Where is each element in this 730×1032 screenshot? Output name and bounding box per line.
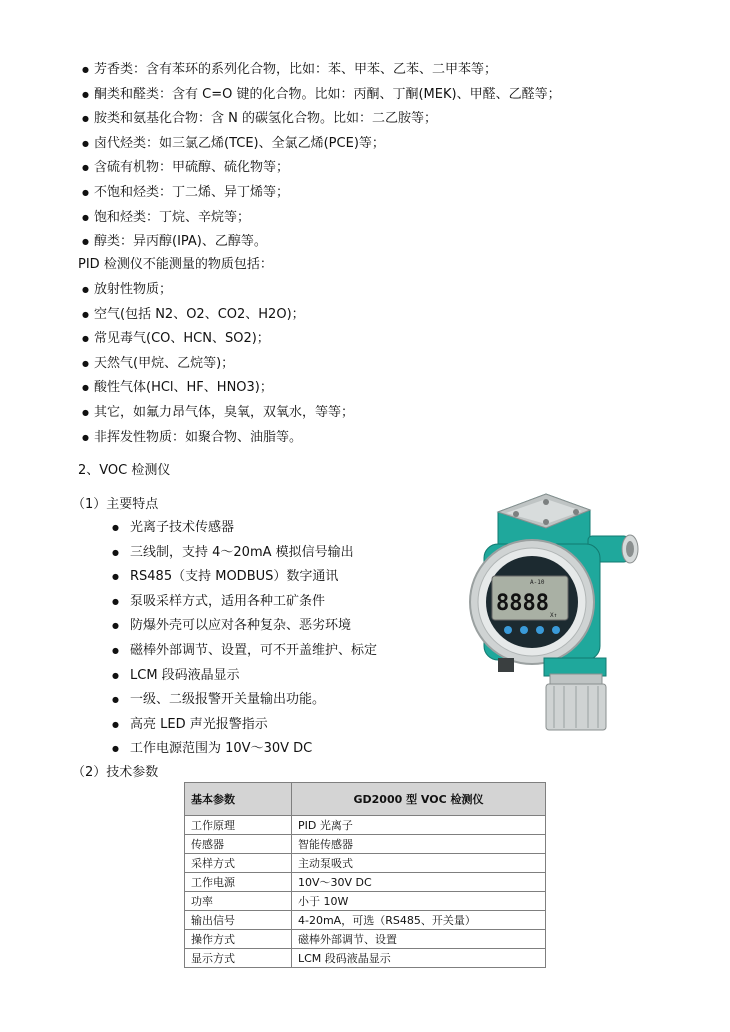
list-item: ● 含硫有机物：甲硫醇、硫化物等； — [82, 156, 561, 181]
list-item: ● LCM 段码液晶显示 — [112, 664, 377, 689]
list-item: ● 醇类：异丙醇(IPA)、乙醇等。 — [82, 230, 561, 255]
list-item: ● 芳香类：含有苯环的系列化合物，比如：苯、甲苯、乙苯、二甲苯等； — [82, 58, 561, 83]
list-item: ● 胺类和氨基化合物：含 N 的碳氢化合物。比如：二乙胺等； — [82, 107, 561, 132]
list-item: ● 饱和烃类：丁烷、辛烷等； — [82, 206, 561, 231]
list-item: ● 高亮 LED 声光报警指示 — [112, 713, 377, 738]
table-header-row — [185, 783, 546, 816]
display-digits: 8888 — [496, 591, 549, 616]
list-item: ● 空气(包括 N2、O2、CO2、H2O)； — [82, 303, 354, 328]
table-cell: 传感器 — [185, 835, 292, 854]
table-cell: 显示方式 — [185, 949, 292, 968]
table-row — [185, 854, 546, 873]
spec-table — [184, 782, 546, 968]
voc-detector-image — [458, 490, 648, 738]
features-list — [112, 516, 377, 762]
list-item: ● 酸性气体(HCl、HF、HNO3)； — [82, 376, 354, 401]
section-title: 2、VOC 检测仪 — [78, 463, 171, 478]
table-cell: 主动泵吸式 — [292, 854, 546, 873]
table-row — [185, 873, 546, 892]
table-cell: 功率 — [185, 892, 292, 911]
table-cell: 输出信号 — [185, 911, 292, 930]
table-row — [185, 892, 546, 911]
table-cell: 智能传感器 — [292, 835, 546, 854]
indicator-led-icon — [520, 626, 528, 634]
table-cell: 工作电源 — [185, 873, 292, 892]
table-row — [185, 949, 546, 968]
params-heading: （2）技术参数 — [72, 765, 159, 780]
list-item: ● 卤代烃类：如三氯乙烯(TCE)、全氯乙烯(PCE)等； — [82, 132, 561, 157]
table-row — [185, 930, 546, 949]
table-cell: 4-20mA，可选（RS485、开关量） — [292, 911, 546, 930]
list-item: ● 一级、二级报警开关量输出功能。 — [112, 688, 377, 713]
display-small-unit: X↑ — [550, 612, 558, 619]
indicator-led-icon — [504, 626, 512, 634]
sensor-assembly — [498, 658, 606, 730]
detectable-substances-list — [82, 58, 561, 255]
list-item: ● 磁棒外部调节、设置，可不开盖维护、标定 — [112, 639, 377, 664]
list-item: ● 非挥发性物质：如聚合物、油脂等。 — [82, 426, 354, 451]
features-heading: （1）主要特点 — [72, 497, 159, 512]
table-header-cell: GD2000 型 VOC 检测仪 — [292, 783, 546, 816]
table-header-cell: 基本参数 — [185, 783, 292, 816]
table-cell: 小于 10W — [292, 892, 546, 911]
table-cell: LCM 段码液晶显示 — [292, 949, 546, 968]
list-item: ● 常见毒气(CO、HCN、SO2)； — [82, 327, 354, 352]
list-item: ● 三线制，支持 4～20mA 模拟信号输出 — [112, 541, 377, 566]
display-small-top: A-10 — [530, 579, 545, 586]
display-window — [470, 540, 594, 664]
list-item: ● 其它，如氟力昂气体，臭氧，双氧水，等等； — [82, 401, 354, 426]
list-item: ● 不饱和烃类：丁二烯、异丁烯等； — [82, 181, 561, 206]
table-row — [185, 816, 546, 835]
table-cell: 10V～30V DC — [292, 873, 546, 892]
non-detectable-heading: PID 检测仪不能测量的物质包括： — [78, 257, 273, 272]
list-item: ● RS485（支持 MODBUS）数字通讯 — [112, 565, 377, 590]
table-cell: PID 光离子 — [292, 816, 546, 835]
list-item: ● 酮类和醛类：含有 C=O 键的化合物。比如：丙酮、丁酮(MEK)、甲醛、乙醛等； — [82, 83, 561, 108]
table-row — [185, 911, 546, 930]
indicator-led-icon — [536, 626, 544, 634]
list-item: ● 工作电源范围为 10V～30V DC — [112, 737, 377, 762]
list-item: ● 泵吸采样方式，适用各种工矿条件 — [112, 590, 377, 615]
table-cell: 采样方式 — [185, 854, 292, 873]
list-item: ● 天然气(甲烷、乙烷等)； — [82, 352, 354, 377]
table-cell: 工作原理 — [185, 816, 292, 835]
table-cell: 磁棒外部调节、设置 — [292, 930, 546, 949]
table-row — [185, 835, 546, 854]
non-detectable-substances-list — [82, 278, 354, 450]
indicator-led-icon — [552, 626, 560, 634]
table-cell: 操作方式 — [185, 930, 292, 949]
list-item: ● 放射性物质； — [82, 278, 354, 303]
list-item: ● 防爆外壳可以应对各种复杂、恶劣环境 — [112, 614, 377, 639]
list-item: ● 光离子技术传感器 — [112, 516, 377, 541]
